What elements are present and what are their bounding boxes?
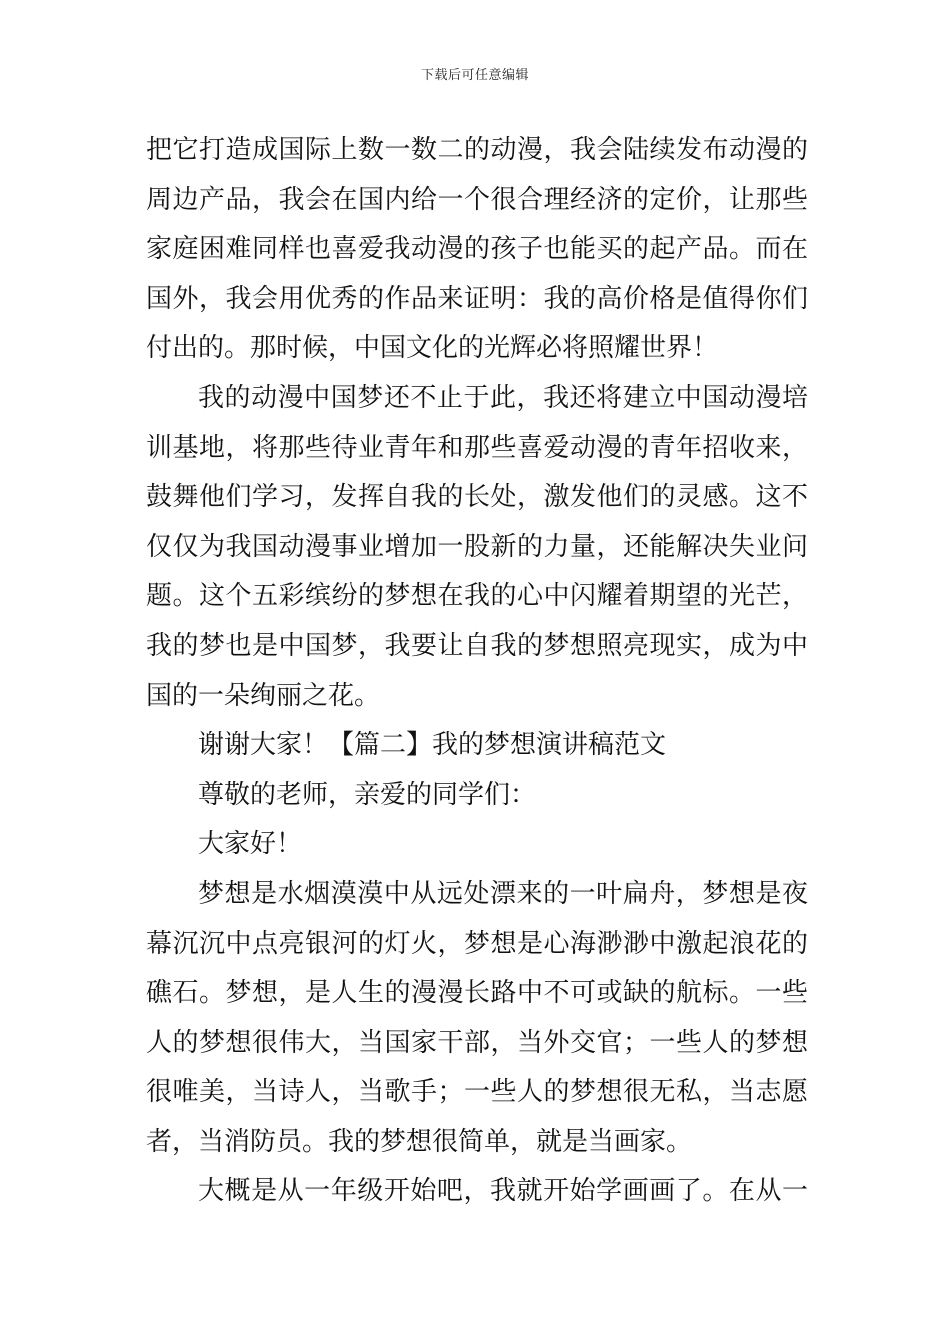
- text-line: 训基地，将那些待业青年和那些喜爱动漫的青年招收来，: [146, 432, 808, 463]
- text-line: 家庭困难同样也喜爱我动漫的孩子也能买的起产品。而在: [146, 234, 808, 265]
- text-line: 人的梦想很伟大，当国家干部，当外交官；一些人的梦想: [146, 1027, 808, 1058]
- text-line: 礁石。梦想，是人生的漫漫长路中不可或缺的航标。一些: [146, 978, 808, 1009]
- text-line: 很唯美，当诗人，当歌手；一些人的梦想很无私，当志愿: [146, 1077, 808, 1108]
- text-line: 大家好！: [198, 829, 303, 860]
- text-line: 国外，我会用优秀的作品来证明：我的高价格是值得你们: [146, 283, 808, 314]
- text-line: 周边产品，我会在国内给一个很合理经济的定价，让那些: [146, 184, 808, 215]
- text-line: 大概是从一年级开始吧，我就开始学画画了。在从一: [198, 1176, 808, 1207]
- document-body: [146, 126, 808, 1217]
- text-line: 者，当消防员。我的梦想很简单，就是当画家。: [146, 1126, 693, 1157]
- text-line: 付出的。那时候，中国文化的光辉必将照耀世界！: [146, 333, 719, 364]
- text-line: 梦想是水烟漠漠中从远处漂来的一叶扁舟，梦想是夜: [198, 878, 808, 909]
- text-line: 谢谢大家！【篇二】我的梦想演讲稿范文: [198, 730, 667, 761]
- text-line: 幕沉沉中点亮银河的灯火，梦想是心海渺渺中激起浪花的: [146, 928, 808, 959]
- text-line: 题。这个五彩缤纷的梦想在我的心中闪耀着期望的光芒，: [146, 581, 808, 612]
- text-line: 我的梦也是中国梦，我要让自我的梦想照亮现实，成为中: [146, 630, 808, 661]
- text-line: 我的动漫中国梦还不止于此，我还将建立中国动漫培: [198, 382, 808, 413]
- text-line: 鼓舞他们学习，发挥自我的长处，激发他们的灵感。这不: [146, 482, 808, 513]
- page-header: 下载后可任意编辑: [420, 68, 529, 83]
- text-line: 仅仅为我国动漫事业增加一股新的力量，还能解决失业问: [146, 531, 808, 562]
- text-line: 国的一朵绚丽之花。: [146, 680, 381, 711]
- text-line: 尊敬的老师，亲爱的同学们：: [198, 779, 537, 810]
- text-line: 把它打造成国际上数一数二的动漫，我会陆续发布动漫的: [146, 135, 808, 165]
